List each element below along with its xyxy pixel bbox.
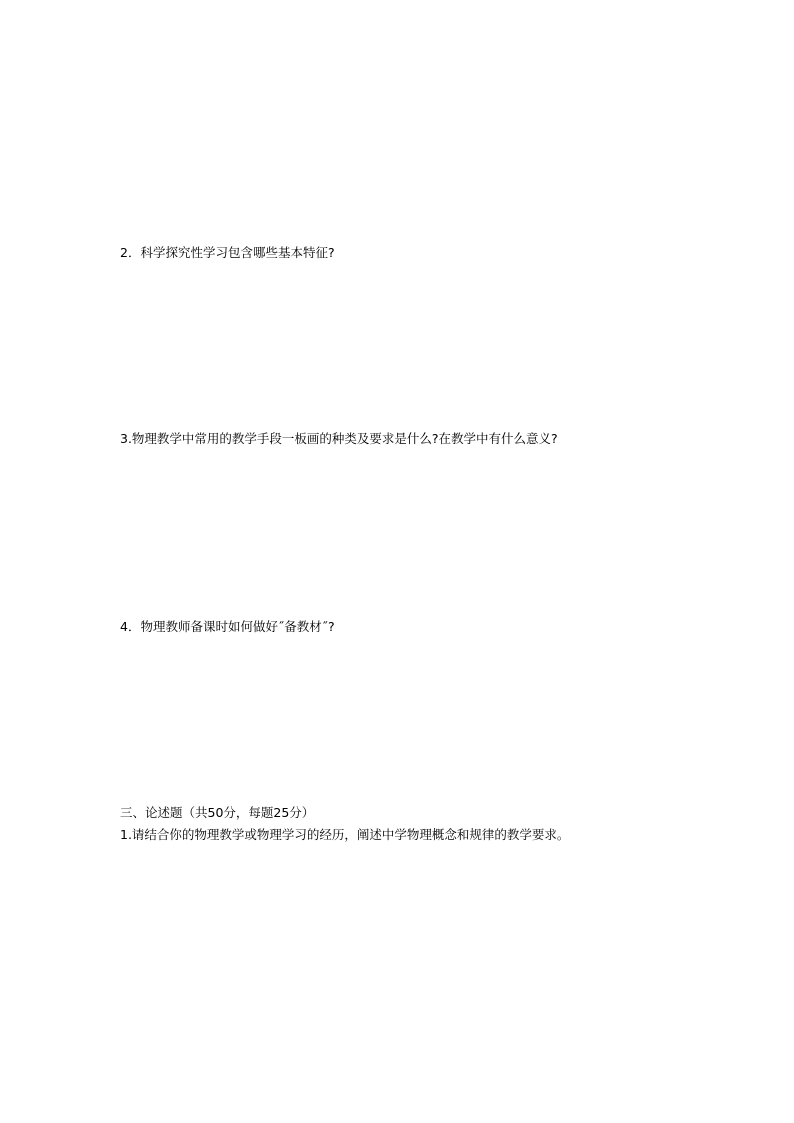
question-2: 2．科学探究性学习包含哪些基本特征? — [120, 245, 335, 260]
question-4: 4．物理教师备课时如何做好˝备教材˝? — [120, 619, 335, 634]
essay-question-1: 1.请结合你的物理教学或物理学习的经历，阐述中学物理概念和规律的教学要求。 — [120, 827, 570, 842]
question-3: 3.物理教学中常用的教学手段一板画的种类及要求是什么?在教学中有什么意义? — [120, 431, 558, 446]
essay-section-heading: 三、论述题（共50分，每题25分） — [120, 805, 315, 820]
